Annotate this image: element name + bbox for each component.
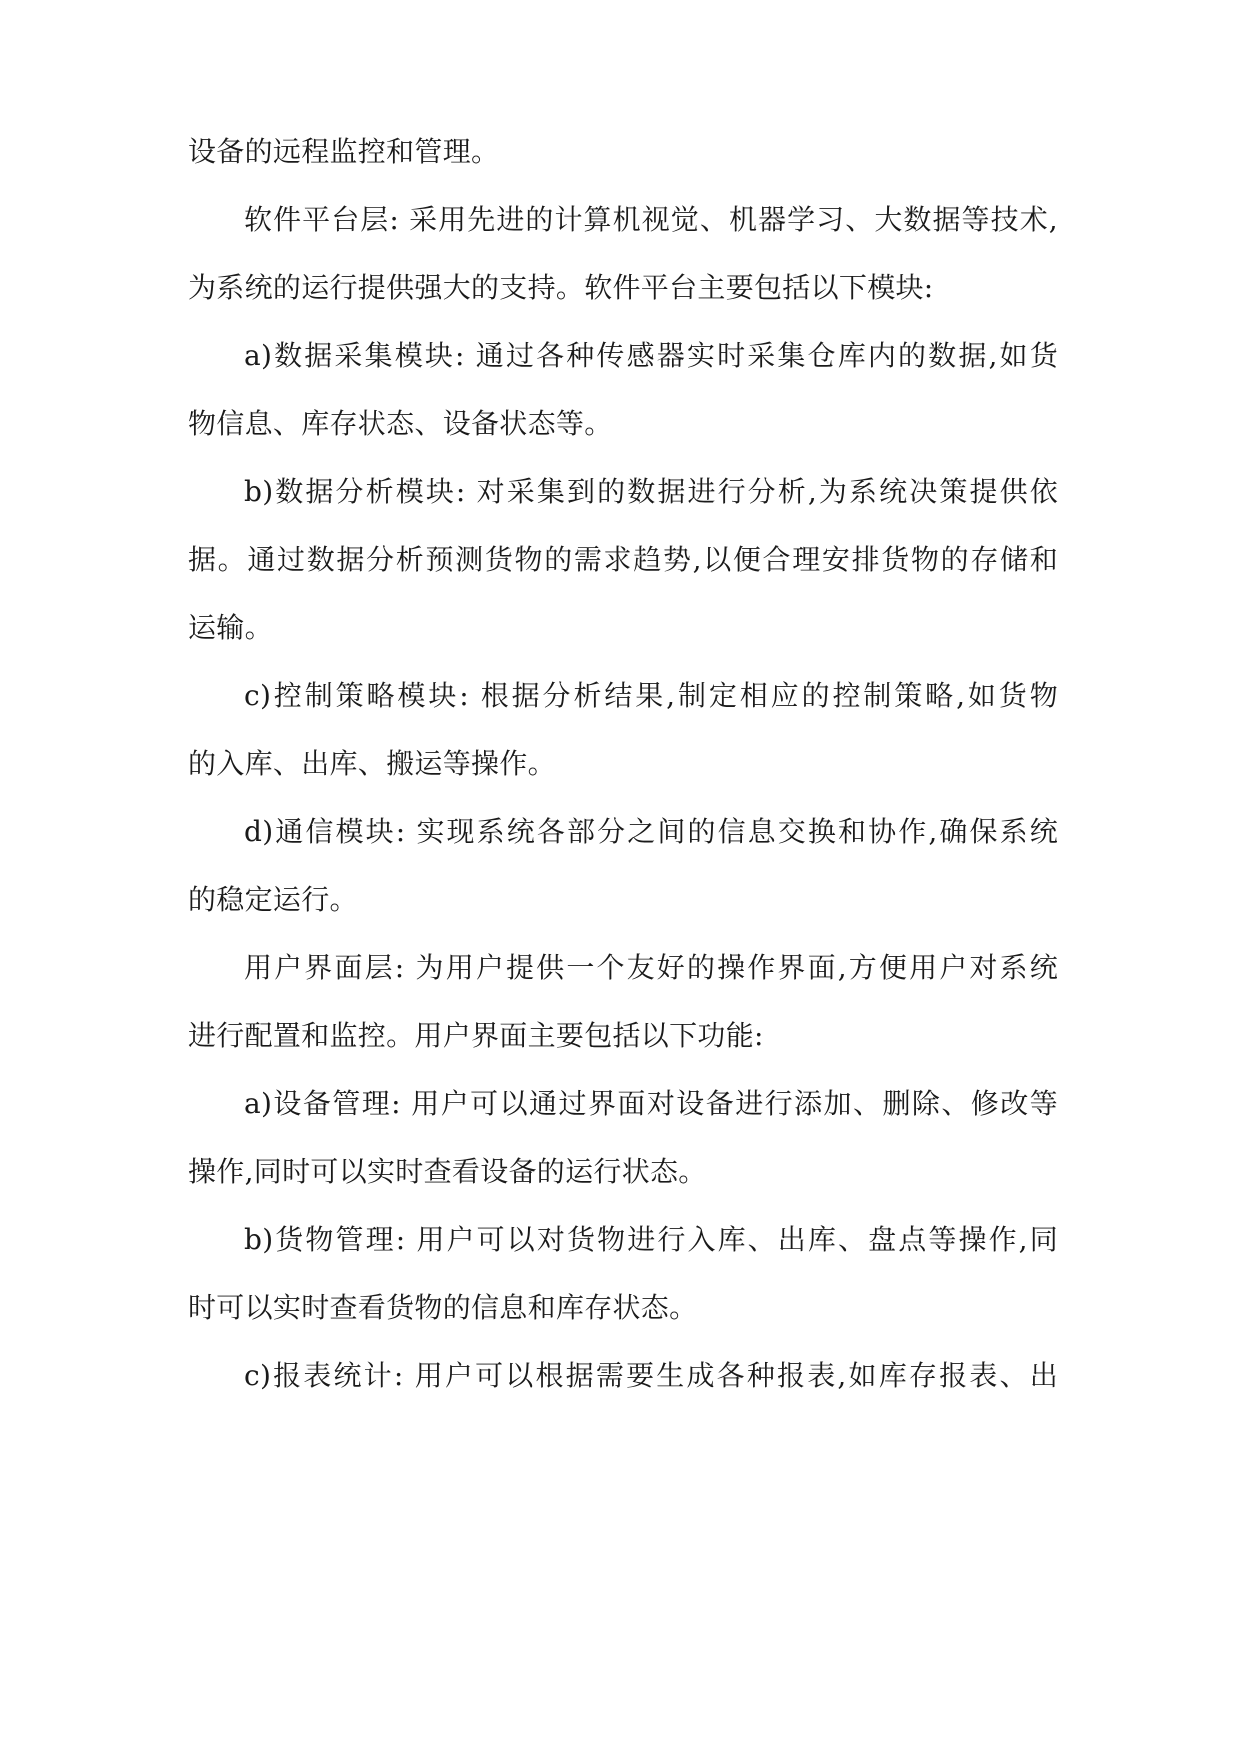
- text-line: 据。通过数据分析预测货物的需求趋势,以便合理安排货物的存储和: [188, 543, 1058, 576]
- text-line: 的稳定运行。: [188, 883, 358, 916]
- paragraph-first-line: d)通信模块: 实现系统各部分之间的信息交换和协作,确保系统: [244, 815, 1058, 848]
- paragraph-first-line: b)货物管理: 用户可以对货物进行入库、出库、盘点等操作,同: [244, 1223, 1058, 1256]
- text-line: 进行配置和监控。用户界面主要包括以下功能:: [188, 1019, 764, 1052]
- paragraph-first-line: c)报表统计: 用户可以根据需要生成各种报表,如库存报表、出: [244, 1359, 1058, 1392]
- text-line: 物信息、库存状态、设备状态等。: [188, 407, 613, 440]
- text-line: 为系统的运行提供强大的支持。软件平台主要包括以下模块:: [188, 271, 934, 304]
- text-line: 运输。: [188, 611, 273, 644]
- text-line: 的入库、出库、搬运等操作。: [188, 747, 556, 780]
- paragraph-first-line: a)数据采集模块: 通过各种传感器实时采集仓库内的数据,如货: [244, 339, 1058, 372]
- text-line: 设备的远程监控和管理。: [188, 135, 500, 168]
- paragraph-first-line: a)设备管理: 用户可以通过界面对设备进行添加、删除、修改等: [244, 1087, 1058, 1120]
- paragraph-first-line: b)数据分析模块: 对采集到的数据进行分析,为系统决策提供依: [244, 475, 1058, 508]
- text-line: 时可以实时查看货物的信息和库存状态。: [188, 1291, 698, 1324]
- paragraph-first-line: 软件平台层: 采用先进的计算机视觉、机器学习、大数据等技术,: [244, 203, 1058, 236]
- paragraph-first-line: 用户界面层: 为用户提供一个友好的操作界面,方便用户对系统: [244, 951, 1058, 984]
- paragraph-first-line: c)控制策略模块: 根据分析结果,制定相应的控制策略,如货物: [244, 679, 1058, 712]
- text-line: 操作,同时可以实时查看设备的运行状态。: [188, 1155, 707, 1188]
